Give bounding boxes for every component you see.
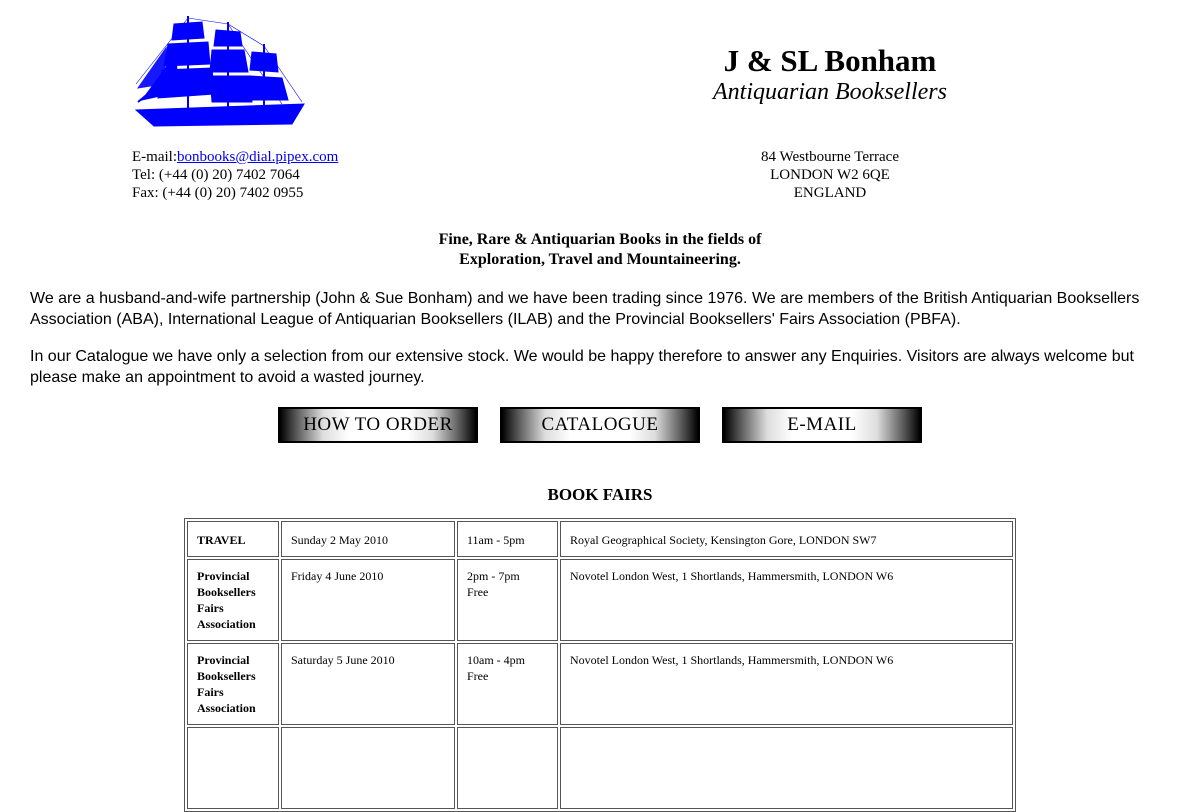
fair-time [457,521,558,557]
email-link[interactable]: bonbooks@dial.pipex.com [177,149,339,165]
table-row [187,521,1013,557]
fair-organiser-line: Booksellers [197,669,256,683]
fair-venue: Royal Geographical Society, Kensington Gore, LONDON SW7 [560,521,1013,557]
how-to-order-button[interactable]: HOW TO ORDER [278,407,478,443]
tagline [300,230,900,270]
fair-organiser-line: Association [197,701,256,715]
table-cell [187,727,279,809]
fair-organiser-line: Association [197,617,256,631]
fair-organiser [187,643,279,725]
table-cell [281,727,455,809]
fair-venue: Novotel London West, 1 Shortlands, Hammersmith, LONDON W6 [560,559,1013,641]
fair-organiser-line: Fairs [197,601,224,615]
book-fairs-table [184,518,1016,812]
fair-organiser [187,521,279,557]
table-cell [560,727,1013,809]
table-cell [457,727,558,809]
tagline-line: Fine, Rare & Antiquarian Books in the fields of [438,231,762,248]
fax: Fax: (+44 (0) 20) 7402 0955 [132,185,304,201]
catalogue-paragraph: In our Catalogue we have only a selection from our extensive stock. We would be happy therefore to answer any Enquiries. Visitors are always welcome but please make an appointment to avoid a wasted journey. [30,348,1134,386]
sailing-ship-icon [132,14,308,130]
site-title: J & SL Bonham [723,43,937,78]
email-label: E-mail: [132,149,177,165]
book-fairs-heading: BOOK FAIRS [547,485,653,504]
postal-address [680,148,980,202]
contact-info [132,148,338,202]
fair-venue: Novotel London West, 1 Shortlands, Hammersmith, LONDON W6 [560,643,1013,725]
site-subtitle: Antiquarian Booksellers [713,79,947,105]
fair-organiser-line: Fairs [197,685,224,699]
fair-time [457,559,558,641]
email-button[interactable]: E-MAIL [722,407,922,443]
fair-date: Saturday 5 June 2010 [281,643,455,725]
table-row [187,727,1013,809]
fair-organiser-line: Booksellers [197,585,256,599]
fair-organiser [187,559,279,641]
table-row [187,643,1013,725]
telephone: Tel: (+44 (0) 20) 7402 7064 [132,167,300,183]
fair-time [457,643,558,725]
fair-date: Friday 4 June 2010 [281,559,455,641]
address-line: 84 Westbourne Terrace [761,149,899,165]
fair-time-line: 11am - 5pm [467,533,525,547]
fair-organiser-line: Provincial [197,569,250,583]
fair-time-line: 10am - 4pm [467,653,525,667]
intro-paragraph: We are a husband-and-wife partnership (John & Sue Bonham) and we have been trading since 1976. We are members of the British Antiquarian Booksellers Association (ABA), International League of Antiquarian Booksellers (ILAB) and the Provincial Booksellers' Fairs Association (PBFA). [30,290,1140,328]
tagline-line: Exploration, Travel and Mountaineering. [459,251,741,268]
address-line: ENGLAND [793,185,867,201]
table-row [187,559,1013,641]
catalogue-button[interactable]: CATALOGUE [500,407,700,443]
address-line: LONDON W2 6QE [770,167,890,183]
fair-time-line: Free [467,585,489,599]
fair-organiser-line: TRAVEL [197,533,246,547]
fair-time-line: Free [467,669,489,683]
fair-organiser-line: Provincial [197,653,250,667]
fair-date: Sunday 2 May 2010 [281,521,455,557]
fair-time-line: 2pm - 7pm [467,569,520,583]
